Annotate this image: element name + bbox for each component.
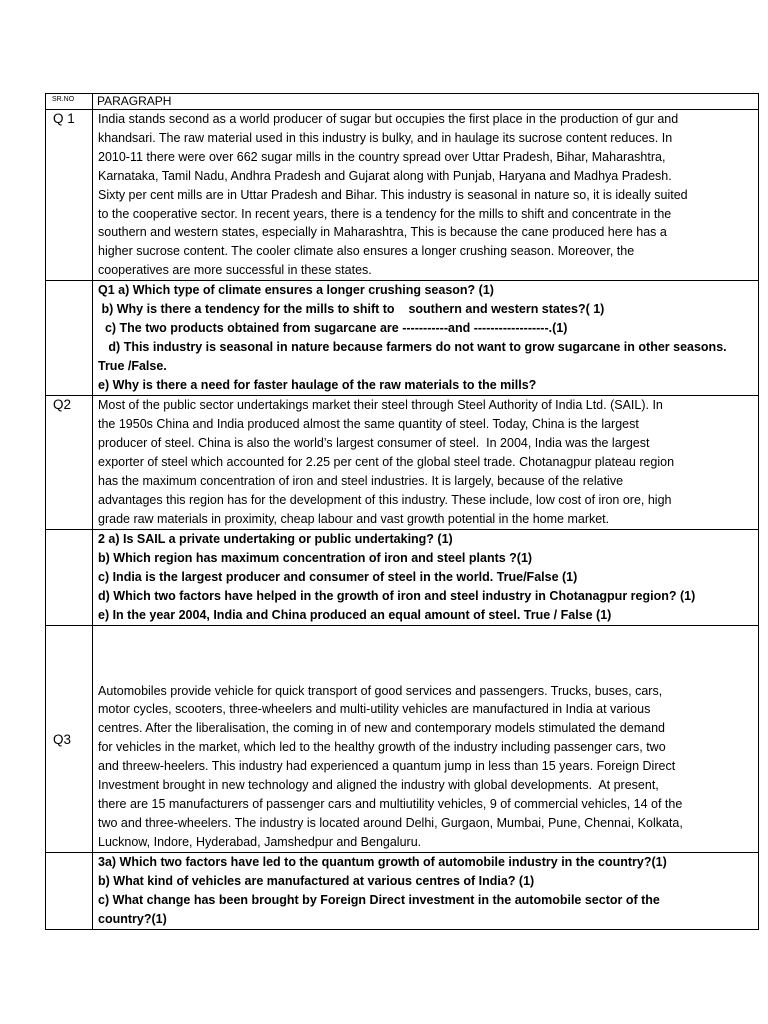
paragraph-line: Sixty per cent mills are in Uttar Pradesh and Bihar. This industry is seasonal in nature so, it is ideally suited [98,187,688,202]
paragraph-line: Most of the public sector undertakings market their steel through Steel Authority of India Ltd. (SAIL). In [98,398,663,413]
question-line: b) Which region has maximum concentration of iron and steel plants ?(1) [98,550,533,565]
question-line: d) This industry is seasonal in nature because farmers do not want to grow sugarcane in other seasons. [98,340,727,355]
question-line: e) Why is there a need for faster haulage of the raw materials to the mills? [98,378,537,393]
question-line: e) In the year 2004, India and China produced an equal amount of steel. True / False (1) [98,607,612,622]
paragraph-line: cooperatives are more successful in these states. [98,263,372,278]
question-line: 3a) Which two factors have led to the quantum growth of automobile industry in the country?(1) [98,854,667,869]
paragraph-line: Automobiles provide vehicle for quick transport of good services and passengers. Trucks, buses, cars, [98,683,663,698]
paragraph-line: motor cycles, scooters, three-wheelers and multi-utility vehicles are manufactured in India at various [98,702,651,717]
paragraph-line: advantages this region has for the development of this industry. These include, low cost of iron ore, high [98,492,672,507]
paragraph-line: India stands second as a world producer of sugar but occupies the first place in the production of gur and [98,112,679,126]
q2-questions-srno-cell [46,529,93,625]
question-line: 2 a) Is SAIL a private undertaking or public undertaking? (1) [98,531,453,546]
paragraph-line: Investment brought in new technology and aligned the industry with global developments. At present, [98,778,659,793]
q2-questions [93,529,759,625]
question-line: c) The two products obtained from sugarcane are -----------and ------------------.(1) [98,321,568,336]
paragraph-line: grade raw materials in proximity, cheap labour and vast growth potential in the home market. [98,511,610,526]
q1-questions-srno-cell [46,281,93,396]
paragraph-line: Lucknow, Indore, Hyderabad, Jamshedpur and Bengaluru. [98,834,422,849]
q3-questions [93,852,759,929]
q3-questions-srno-cell [46,852,93,929]
question-line: b) What kind of vehicles are manufactured at various centres of India? (1) [98,873,535,888]
question-line: True /False. [98,359,167,374]
paragraph-line: two and three-wheelers. The industry is located around Delhi, Gurgaon, Mumbai, Pune, Chennai, Kolkata, [98,815,683,830]
q2-questions-row [46,529,759,625]
q1-label: Q 1 [46,110,93,281]
paragraph-line: Karnataka, Tamil Nadu, Andhra Pradesh and Gujarat along with Punjab, Haryana and Madhya Pradesh. [98,168,672,183]
question-line: country?(1) [98,911,167,926]
q3-questions-row [46,852,759,929]
q2-label: Q2 [46,396,93,529]
header-row [46,94,759,110]
q2-paragraph [93,396,759,529]
paragraph-line: and threew-heelers. This industry had experienced a quantum jump in less than 15 years. Foreign Direct [98,759,676,774]
paragraph-line: exporter of steel which accounted for 2.25 per cent of the global steel trade. Chotanagpur plateau region [98,454,675,469]
q1-paragraph-row [46,110,759,281]
paragraph-line: higher sucrose content. The cooler climate also ensures a longer crushing season. Moreover, the [98,244,635,259]
question-line: b) Why is there a tendency for the mills to shift to southern and western states?( 1) [98,302,605,317]
paragraph-line: 2010-11 there were over 662 sugar mills in the country spread over Uttar Pradesh, Bihar, Maharashtra, [98,149,666,164]
q3-paragraph [93,625,759,852]
srno-header: SR.NO [46,94,93,110]
question-line: Q1 a) Which type of climate ensures a longer crushing season? (1) [98,283,494,298]
question-line: c) India is the largest producer and consumer of steel in the world. True/False (1) [98,569,578,584]
paragraph-header: PARAGRAPH [93,94,759,110]
paragraph-line: producer of steel. China is also the world’s largest consumer of steel. In 2004, India was the largest [98,435,650,450]
q1-questions-row [46,281,759,396]
q3-label: Q3 [46,625,93,852]
paragraph-line: for vehicles in the market, which led to the healthy growth of the industry including passenger cars, two [98,740,666,755]
q1-paragraph [93,110,759,281]
paragraph-line: has the maximum concentration of iron and steel industries. It is largely, because of the relative [98,473,624,488]
paragraph-line: there are 15 manufacturers of passenger cars and multiutility vehicles, 9 of commercial vehicles, 14 of the [98,796,683,811]
paragraph-line: southern and western states, especially in Maharashtra, This is because the cane produced here has a [98,225,667,240]
question-line: d) Which two factors have helped in the growth of iron and steel industry in Chotanagpur region? (1) [98,588,696,603]
paragraph-line: the 1950s China and India produced almost the same quantity of steel. Today, China is the largest [98,417,639,432]
q2-paragraph-row [46,396,759,529]
q3-paragraph-row [46,625,759,852]
question-line: c) What change has been brought by Foreign Direct investment in the automobile sector of the [98,892,660,907]
paragraph-line: khandsari. The raw material used in this industry is bulky, and in haulage its sucrose content reduces. In [98,130,673,145]
paragraph-line: centres. After the liberalisation, the coming in of new and contemporary models stimulated the demand [98,721,665,736]
q1-questions [93,281,759,396]
paragraph-line: to the cooperative sector. In recent years, there is a tendency for the mills to shift and concentrate in the [98,206,672,221]
worksheet-table [45,93,759,930]
